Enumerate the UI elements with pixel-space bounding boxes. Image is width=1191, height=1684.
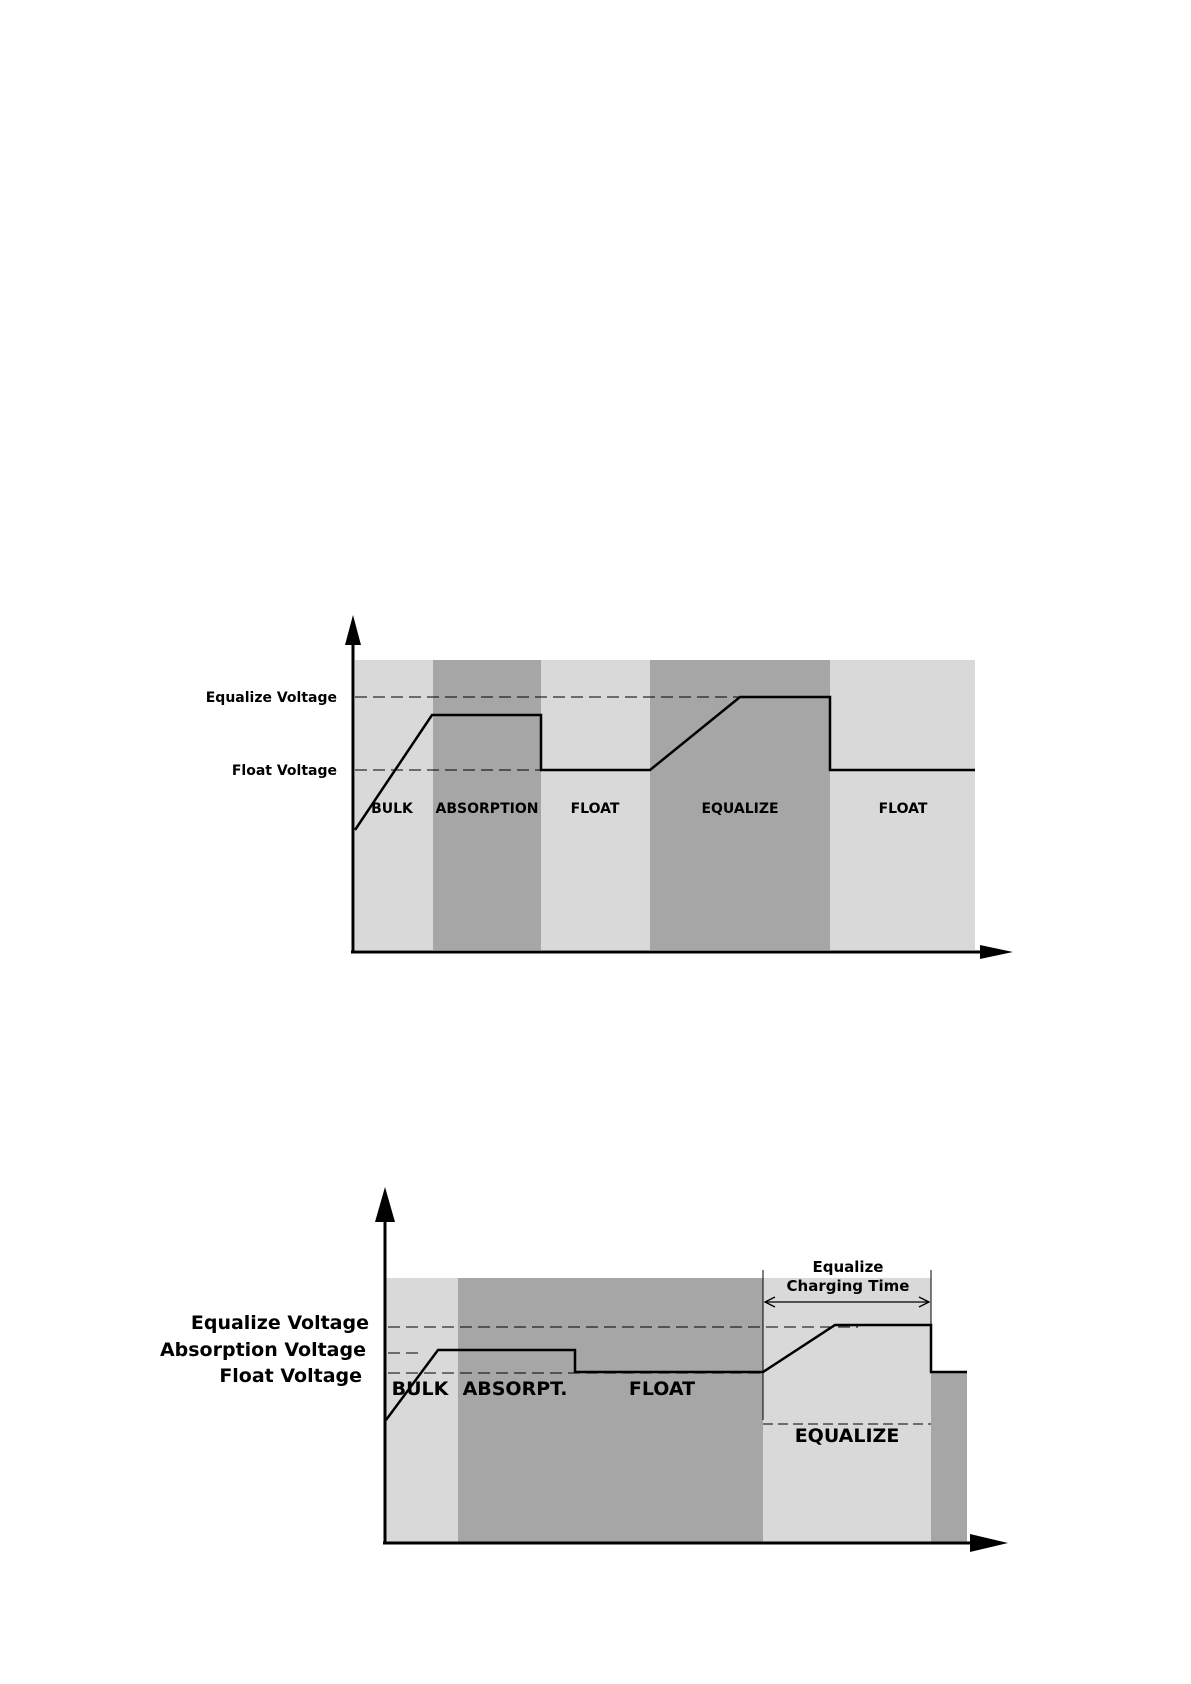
d2-stage-label-bulk: BULK [391, 1378, 449, 1400]
d2-stage-bg-absorption-float [458, 1278, 763, 1542]
d2-x-axis-arrow [970, 1534, 1008, 1552]
d2-stage-bg-equalize [763, 1278, 931, 1542]
d1-stage-label-equalize: EQUALIZE [701, 801, 779, 817]
d2-stage-bg-bulk [386, 1278, 458, 1542]
diagram-2 [160, 1187, 1008, 1552]
d2-stage-label-float: FLOAT [628, 1378, 696, 1400]
d2-stage-label-absorption: ABSORPT. [462, 1378, 568, 1400]
d1-stage-label-float: FLOAT [570, 801, 620, 817]
d1-equalize-voltage-label: Equalize Voltage [205, 690, 337, 706]
d1-stage-label-absorption: ABSORPTION [435, 801, 539, 817]
d2-equalize-time-label-line2: Charging Time [786, 1277, 910, 1295]
d2-equalize-voltage-label: Equalize Voltage [190, 1312, 369, 1334]
d2-absorption-voltage-label: Absorption Voltage [159, 1339, 366, 1361]
d2-y-axis-arrow [375, 1187, 395, 1222]
d1-x-axis-arrow [980, 945, 1013, 959]
d2-stage-bg-after [931, 1373, 967, 1542]
diagram-1 [206, 615, 1013, 959]
d1-stage-label-float-2: FLOAT [878, 801, 928, 817]
d2-float-voltage-label: Float Voltage [219, 1365, 362, 1387]
d1-y-axis-arrow [345, 615, 361, 645]
d1-stage-label-bulk: BULK [371, 801, 413, 817]
d2-equalize-time-label-line1: Equalize [812, 1258, 884, 1276]
d1-float-voltage-label: Float Voltage [231, 763, 337, 779]
d2-stage-label-equalize: EQUALIZE [794, 1425, 900, 1447]
